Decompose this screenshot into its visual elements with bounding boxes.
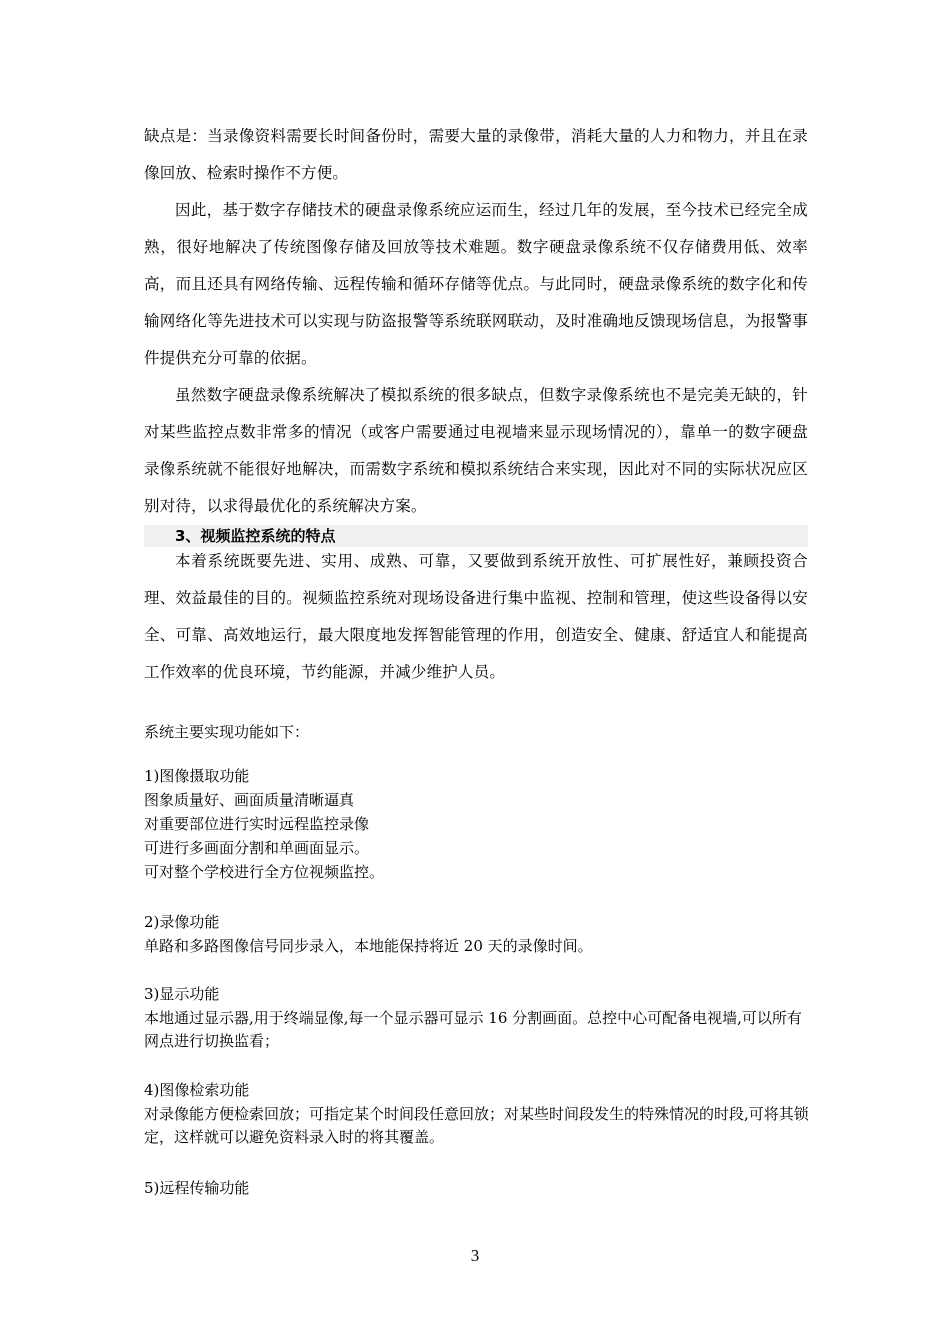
section-heading: 3、视频监控系统的特点 bbox=[175, 527, 336, 545]
function-3-title: 3)显示功能 bbox=[144, 985, 220, 1003]
function-4-text: 对录像能方便检索回放；可指定某个时间段任意回放；对某些时间段发生的特殊情况的时段,可将其锁定，这样就可以避免资料录入时的将其覆盖。 bbox=[144, 1105, 809, 1146]
function-1-line: 可对整个学校进行全方位视频监控。 bbox=[144, 863, 385, 881]
page-number: 3 bbox=[470, 1246, 480, 1265]
function-2-title: 2)录像功能 bbox=[144, 913, 220, 931]
paragraph-hybrid-solution: 虽然数字硬盘录像系统解决了模拟系统的很多缺点，但数字录像系统也不是完美无缺的，针对某些监控点数非常多的情况（或客户需要通过电视墙来显示现场情况的），靠单一的数字硬盘录像系统就不能很好地解决，而需数字系统和模拟系统结合来实现，因此对不同的实际状况应区别对待，以求得最优化的系统解决方案。 bbox=[144, 386, 808, 515]
paragraph-disadvantage: 缺点是：当录像资料需要长时间备份时，需要大量的录像带，消耗大量的人力和物力，并且在录像回放、检索时操作不方便。 bbox=[144, 127, 808, 182]
functions-intro: 系统主要实现功能如下： bbox=[144, 723, 310, 741]
paragraph-system-goals: 本着系统既要先进、实用、成熟、可靠，又要做到系统开放性、可扩展性好，兼顾投资合理、效益最佳的目的。视频监控系统对现场设备进行集中监视、控制和管理，使这些设备得以安全、可靠、高效地运行，最大限度地发挥智能管理的作用，创造安全、健康、舒适宜人和能提高工作效率的优良环境，节约能源，并减少维护人员。 bbox=[144, 552, 808, 681]
function-1-line: 图象质量好、画面质量清晰逼真 bbox=[144, 791, 355, 809]
paragraph-digital-storage: 因此，基于数字存储技术的硬盘录像系统应运而生，经过几年的发展，至今技术已经完全成熟，很好地解决了传统图像存储及回放等技术难题。数字硬盘录像系统不仅存储费用低、效率高，而且还具有网络传输、远程传输和循环存储等优点。与此同时，硬盘录像系统的数字化和传输网络化等先进技术可以实现与防盗报警等系统联网联动，及时准确地反馈现场信息，为报警事件提供充分可靠的依据。 bbox=[144, 201, 808, 367]
function-1-line: 对重要部位进行实时远程监控录像 bbox=[144, 815, 370, 833]
function-3-text: 本地通过显示器,用于终端显像,每一个显示器可显示 16 分割画面。总控中心可配备电视墙,可以所有网点进行切换监看； bbox=[144, 1009, 802, 1050]
function-2-text: 单路和多路图像信号同步录入，本地能保持将近 20 天的录像时间。 bbox=[144, 937, 593, 955]
function-1-line: 可进行多画面分割和单画面显示。 bbox=[144, 839, 370, 857]
function-4-title: 4)图像检索功能 bbox=[144, 1081, 250, 1099]
function-1-title: 1)图像摄取功能 bbox=[144, 767, 250, 785]
function-5-title: 5)远程传输功能 bbox=[144, 1179, 250, 1197]
